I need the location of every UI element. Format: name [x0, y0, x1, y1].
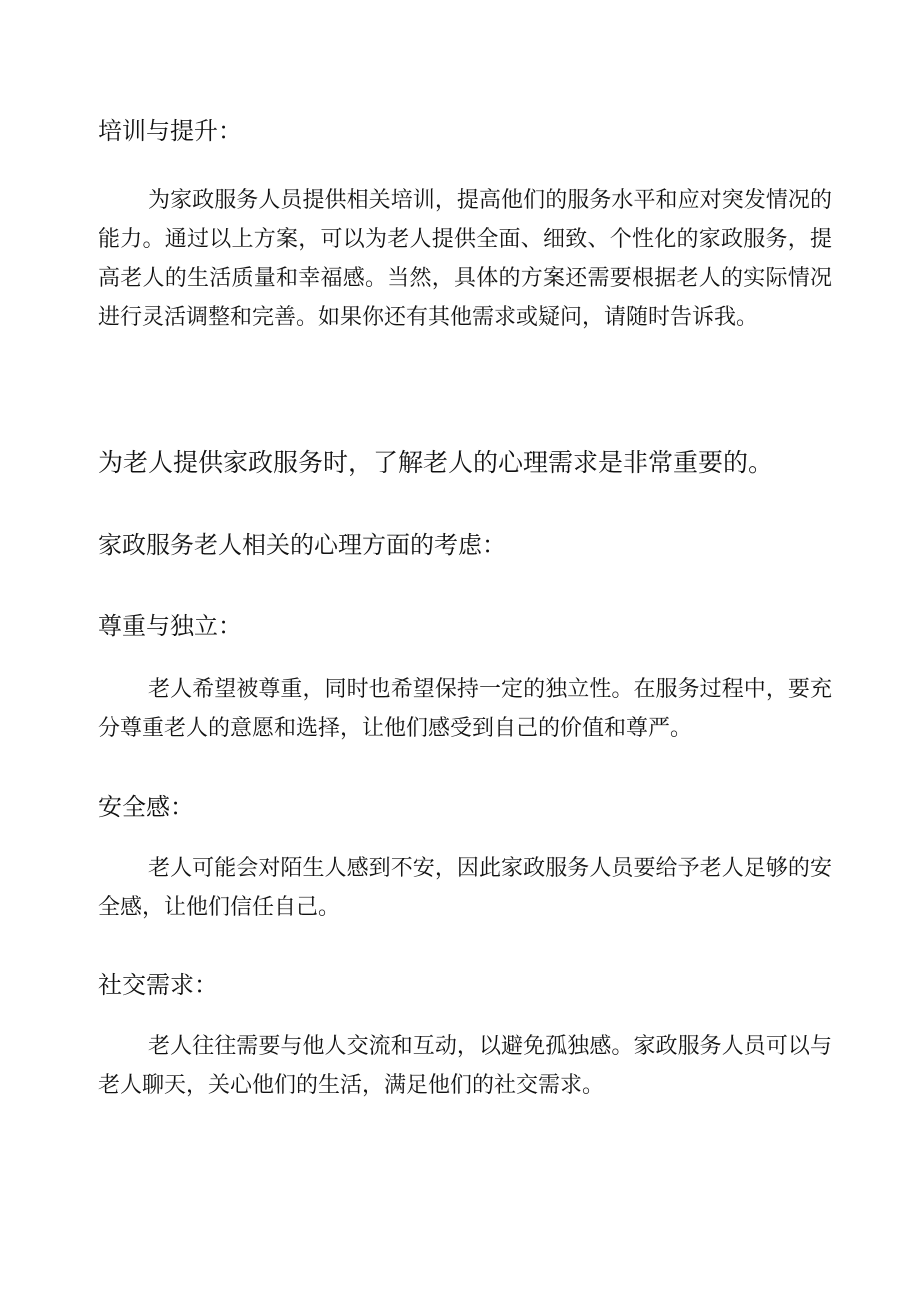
training-heading: 培训与提升： [98, 117, 242, 145]
social-paragraph: 老人往往需要与他人交流和互动，以避免孤独感。家政服务人员可以与老人聊天，关心他们的生活，满足他们的社交需求。 [98, 1034, 832, 1098]
training-paragraph: 为家政服务人员提供相关培训，提高他们的服务水平和应对突发情况的能力。通过以上方案，可以为老人提供全面、细致、个性化的家政服务，提高老人的生活质量和幸福感。当然，具体的方案还需要根据老人的实际情况进行灵活调整和完善。如果你还有其他需求或疑问，请随时告诉我。 [98, 188, 832, 330]
intro-statement: 为老人提供家政服务时，了解老人的心理需求是非常重要的。 [98, 448, 774, 477]
respect-heading: 尊重与独立： [98, 612, 242, 640]
security-heading: 安全感： [98, 793, 194, 821]
respect-paragraph: 老人希望被尊重，同时也希望保持一定的独立性。在服务过程中，要充分尊重老人的意愿和选择，让他们感受到自己的价值和尊严。 [98, 677, 832, 741]
psychology-subheading: 家政服务老人相关的心理方面的考虑： [98, 531, 506, 559]
security-paragraph: 老人可能会对陌生人感到不安，因此家政服务人员要给予老人足够的安全感，让他们信任自己。 [98, 856, 832, 920]
social-heading: 社交需求： [98, 971, 218, 999]
